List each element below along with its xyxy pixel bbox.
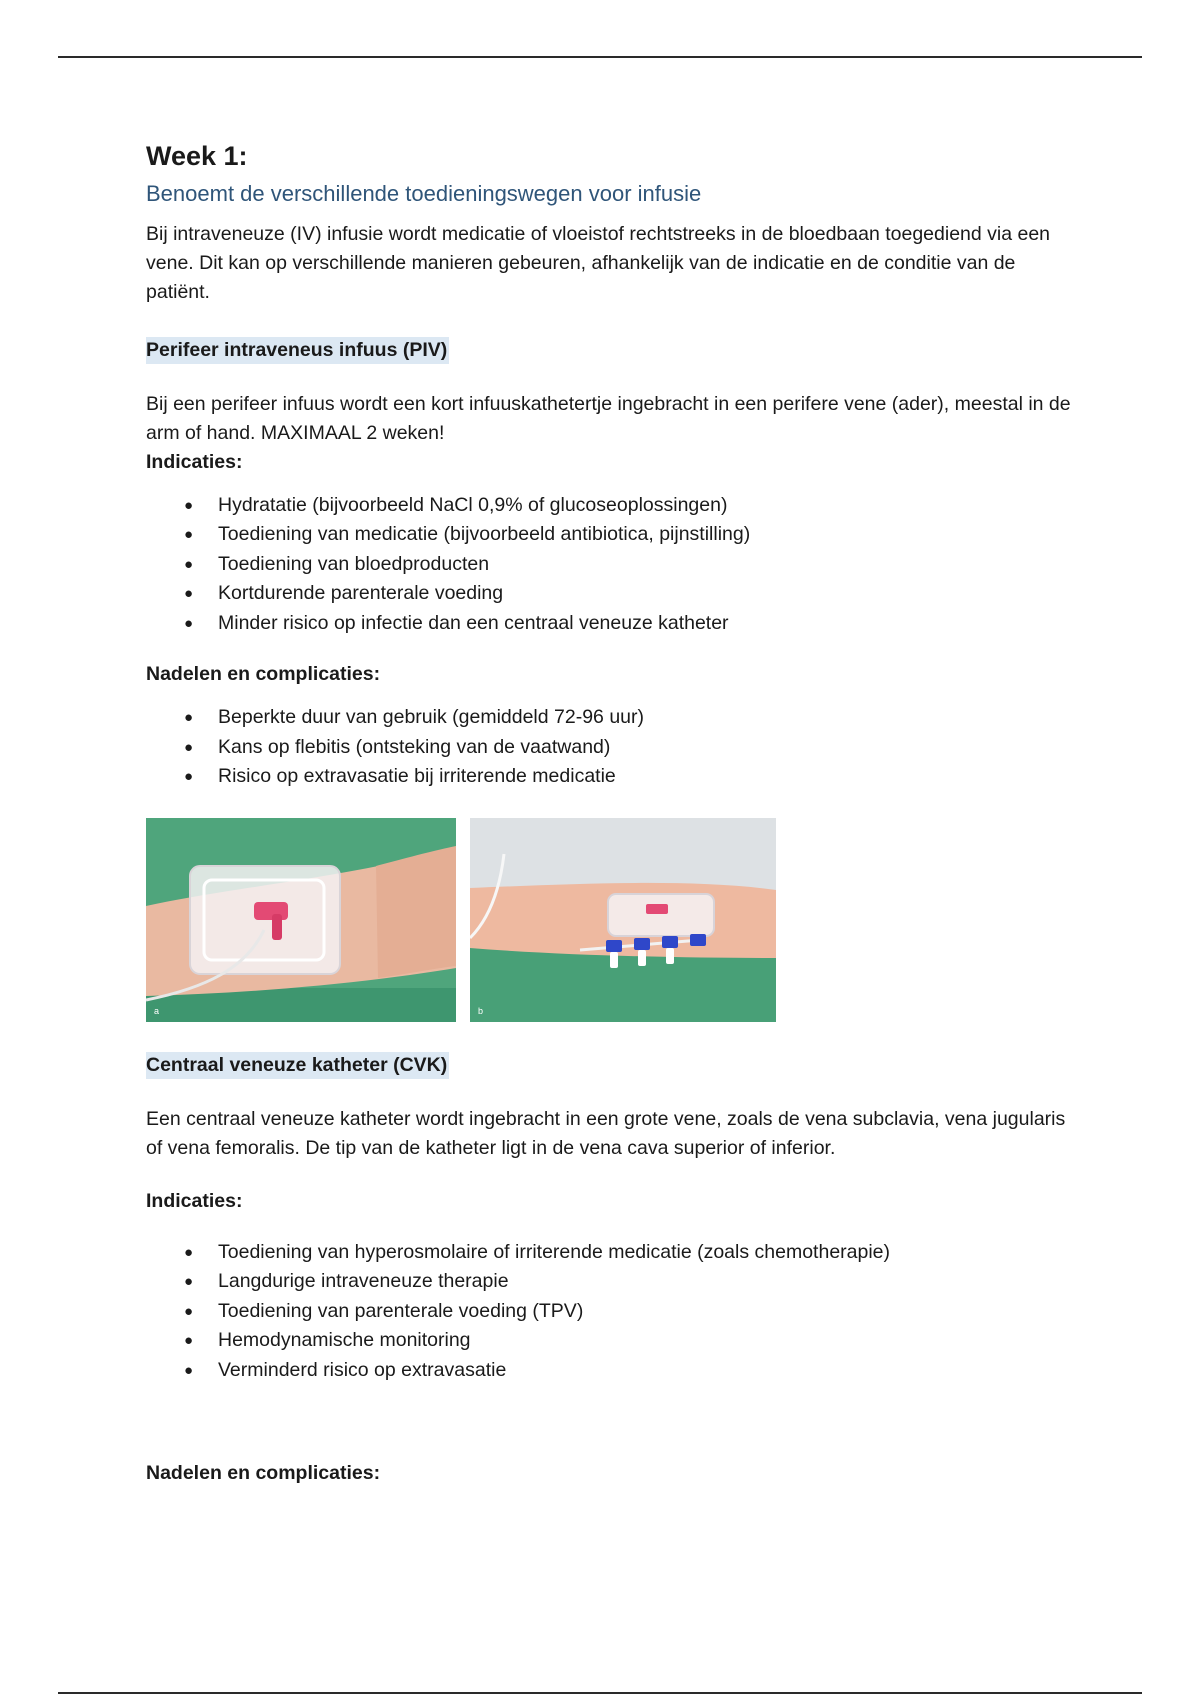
document-body — [146, 140, 1076, 1488]
section-subtitle: Benoemt de verschillende toedieningswegen voor infusie — [146, 181, 702, 207]
list-item: ● Toediening van parenterale voeding (TPV) — [218, 1297, 1076, 1327]
piv-photo-wrist — [146, 818, 456, 1022]
cvk-disadvantages-label: Nadelen en complicaties: — [146, 1462, 381, 1485]
list-item: ● Verminderd risico op extravasatie — [218, 1356, 1076, 1386]
cvk-indications-label: Indicaties: — [146, 1189, 243, 1212]
list-item: ● Toediening van bloedproducten — [218, 550, 1076, 580]
list-item: ● Toediening van medicatie (bijvoorbeeld antibiotica, pijnstilling) — [218, 520, 1076, 550]
list-item: ● Kortdurende parenterale voeding — [218, 579, 1076, 609]
list-item: ● Hemodynamische monitoring — [218, 1326, 1076, 1356]
piv-description: Bij een perifeer infuus wordt een kort infuuskathetertje ingebracht in een perifere vene (ader), meestal in de arm of hand. MAXIMAAL 2 weken! — [146, 392, 1071, 444]
list-item: ● Risico op extravasatie bij irriterende medicatie — [218, 762, 1076, 792]
list-item: ● Kans op flebitis (ontsteking van de vaatwand) — [218, 733, 1076, 763]
intro-paragraph: Bij intraveneuze (IV) infusie wordt medicatie of vloeistof rechtstreeks in de bloedbaan toegediend via een vene. Dit kan op verschillende manieren gebeuren, afhankelijk van de indicatie en de conditie van de patiënt. — [146, 222, 1051, 303]
week-title: Week 1: — [146, 141, 248, 171]
top-rule — [58, 56, 1142, 58]
list-item: ● Langdurige intraveneuze therapie — [218, 1267, 1076, 1297]
photo-label-a: a — [154, 1005, 160, 1016]
piv-photos — [146, 818, 1076, 1022]
list-item: ● Toediening van hyperosmolaire of irriterende medicatie (zoals chemotherapie) — [218, 1238, 1076, 1268]
list-item: ● Hydratatie (bijvoorbeeld NaCl 0,9% of glucoseoplossingen) — [218, 491, 1076, 521]
list-item: ● Minder risico op infectie dan een centraal veneuze katheter — [218, 609, 1076, 639]
piv-disadvantages-list — [146, 703, 1076, 792]
piv-heading: Perifeer intraveneus infuus (PIV) — [146, 337, 449, 364]
piv-indications-label: Indicaties: — [146, 450, 243, 473]
list-item: ● Beperkte duur van gebruik (gemiddeld 72-96 uur) — [218, 703, 1076, 733]
piv-disadvantages-label: Nadelen en complicaties: — [146, 663, 381, 686]
cvk-description: Een centraal veneuze katheter wordt ingebracht in een grote vene, zoals de vena subclavia, vena jugularis of vena femoralis. De tip van de katheter ligt in de vena cava superior of inferior. — [146, 1107, 1066, 1159]
piv-indications-list — [146, 491, 1076, 639]
cvk-indications-list — [146, 1238, 1076, 1386]
cvk-heading: Centraal veneuze katheter (CVK) — [146, 1052, 449, 1079]
bottom-rule — [58, 1692, 1142, 1694]
photo-label-b: b — [478, 1005, 484, 1016]
piv-photo-forearm — [470, 818, 776, 1022]
